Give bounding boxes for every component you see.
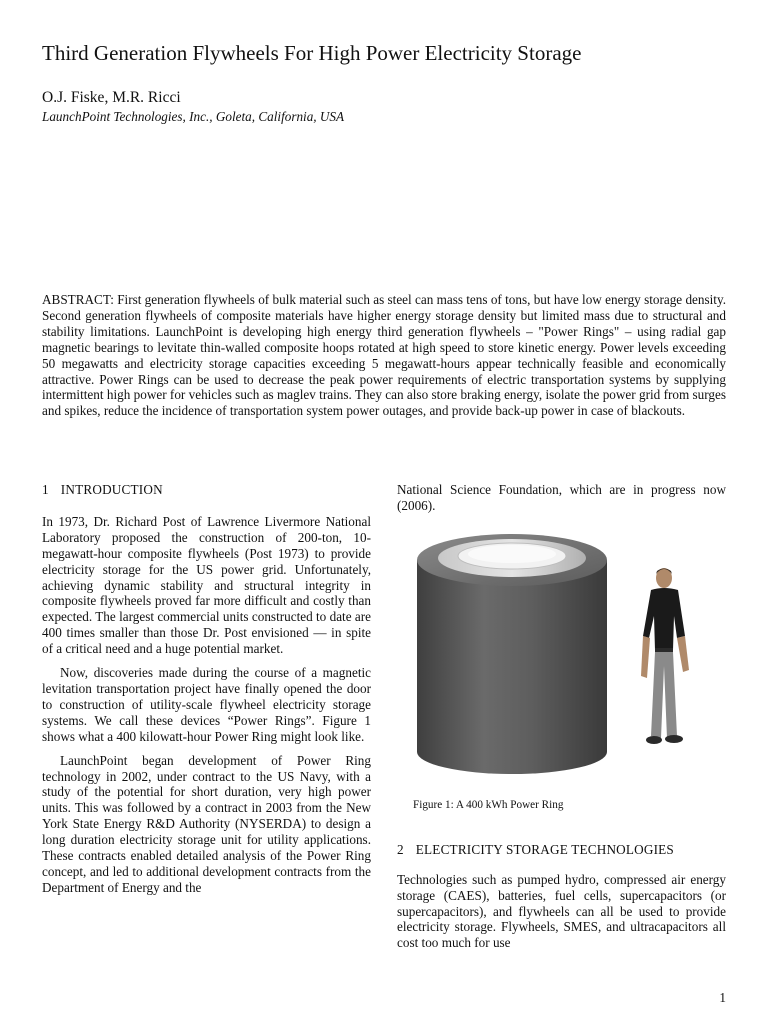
person-figure (641, 568, 689, 744)
intro-paragraph-3: LaunchPoint began development of Power Ring technology in 2002, under contract to the US Navy, with a study of the potential for short duration, very high power units. This was followed by a contract in 2003 from the New York State Energy R&D Authority (NYSERDA) to design a long duration electricity storage unit for utility applications. These contracts enabled detailed analysis of the Power Ring concept, and led to additional development contracts from the Department of Energy and the (42, 752, 371, 895)
cylinder-body (417, 560, 607, 774)
section-number: 1 (42, 482, 49, 497)
paper-title: Third Generation Flywheels For High Power Electricity Storage (42, 41, 582, 65)
section-title: INTRODUCTION (60, 482, 163, 497)
intro-paragraph-2: Now, discoveries made during the course of a magnetic levitation transportation project have finally opened the door to construction of utility-scale flywheel electricity storage systems. We call these devices “Power Rings”. Figure 1 shows what a 400 kilowatt-hour Power Ring might look like. (42, 665, 371, 744)
page-number: 1 (719, 990, 726, 1005)
intro-continuation: National Science Foundation, which are in progress now (2006). (397, 482, 726, 513)
paper-affiliation: LaunchPoint Technologies, Inc., Goleta, California, USA (42, 109, 345, 124)
intro-paragraph-1: In 1973, Dr. Richard Post of Lawrence Livermore National Laboratory proposed the construction of 200-ton, 10-megawatt-hour composite flywheels (Post 1973) to provide electricity storage for the US power grid. Unfortunately, achieving dynamic stability and structural integrity in composite flywheels proved far more difficult and costly than expected. The largest commercial units constructed to date are 400 times smaller than those Dr. Post envisioned — in spite of a critical need and a huge potential market. (42, 513, 371, 657)
section-number: 2 (397, 841, 404, 857)
power-ring-illustration (397, 526, 726, 790)
storage-paragraph-1: Technologies such as pumped hydro, compressed air energy storage (CAES), batteries, fuel cells, supercapacitors (or supercapacitors), and flywheels can all be used to provide electricity storage. Flywheels, SMES, and ultracapacitors all cost too much for use (397, 871, 726, 951)
figure-1-caption: Figure 1: A 400 kWh Power Ring (413, 798, 564, 811)
figure-1 (397, 526, 726, 790)
section-title: ELECTRICITY STORAGE TECHNOLOGIES (415, 841, 674, 857)
left-column (42, 482, 371, 896)
paper-authors: O.J. Fiske, M.R. Ricci (42, 89, 181, 106)
abstract-text: ABSTRACT: First generation flywheels of bulk material such as steel can mass tens of tons, but have low energy storage density. Second generation flywheels of composite materials have higher energy storage density but limited mass due to structural and stability limitations. LaunchPoint is developing high energy third generation flywheels – "Power Rings" – using radial gap magnetic bearings to levitate thin-walled composite hoops rotated at high speed to store kinetic energy. Power levels exceeding 50 megawatts and electricity storage capacities exceeding 5 megawatt-hours appear technically feasible and economically attractive. Power Rings can be used to decrease the peak power requirements of electric transportation systems by supplying intermittent high power for vehicles such as maglev trains. They can also store braking energy, isolate the power grid from surges and spikes, reduce the incidence of transportation system power outages, and provide back-up power in case of blackouts. (42, 292, 726, 419)
right-column (397, 482, 726, 951)
section-heading-storage-technologies (397, 842, 726, 858)
section-heading-introduction (42, 482, 371, 498)
